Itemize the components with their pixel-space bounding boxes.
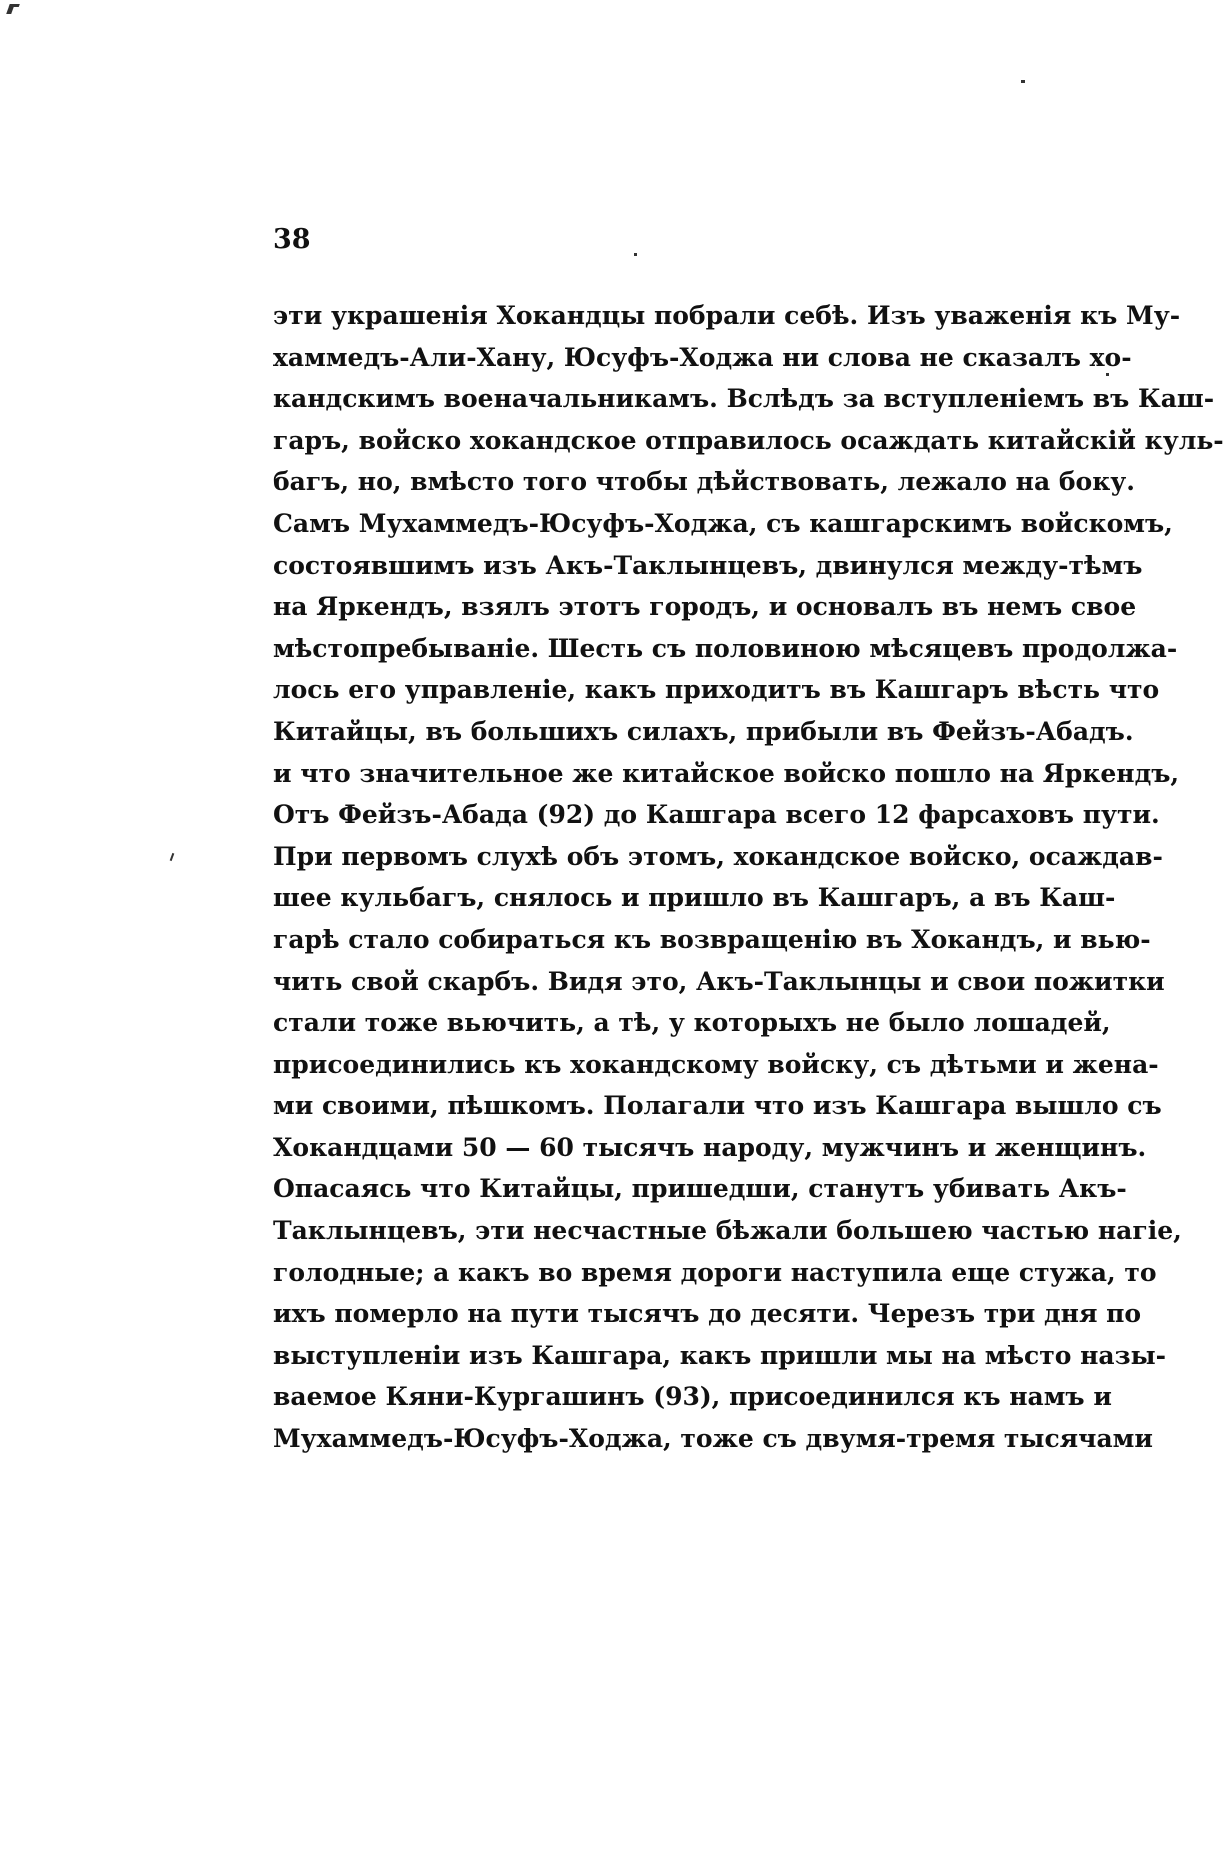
text-line: чить свой скарбъ. Видя это, Акъ-Таклынцы и свои пожитки: [273, 966, 1165, 996]
text-line: гаръ, войско хокандское отправилось осаждать китайскій куль-: [273, 425, 1224, 455]
text-line: Таклынцевъ, эти несчастные бѣжали большею частью нагіе,: [273, 1216, 1182, 1246]
text-line: на Яркендъ, взялъ этотъ городъ, и основалъ въ немъ свое: [273, 592, 1137, 622]
scan-speck: [170, 853, 175, 861]
text-line: Самъ Мухаммедъ-Юсуфъ-Ходжа, съ кашгарскимъ войскомъ,: [273, 508, 1173, 538]
scan-speck: [634, 253, 637, 256]
body-text: [273, 295, 1224, 1460]
scan-speck: [1106, 373, 1109, 376]
scan-speck: [1021, 80, 1025, 83]
text-line: Отъ Фейзъ-Абада (92) до Кашгара всего 12 фарсаховъ пути.: [273, 800, 1160, 830]
text-line: мѣстопребываніе. Шесть съ половиною мѣсяцевъ продолжа-: [273, 633, 1178, 663]
text-line: лось его управленіе, какъ приходитъ въ Кашгаръ вѣсть что: [273, 675, 1160, 705]
text-line: присоединились къ хокандскому войску, съ дѣтьми и жена-: [273, 1049, 1159, 1079]
text-line: Хокандцами 50 — 60 тысячъ народу, мужчинъ и женщинъ.: [273, 1132, 1147, 1162]
text-line: выступленіи изъ Кашгара, какъ пришли мы на мѣсто назы-: [273, 1340, 1167, 1370]
text-line: состоявшимъ изъ Акъ-Таклынцевъ, двинулся между-тѣмъ: [273, 550, 1143, 580]
text-line: ми своими, пѣшкомъ. Полагали что изъ Кашгара вышло съ: [273, 1091, 1162, 1121]
text-line: При первомъ слухѣ объ этомъ, хокандское войско, осаждав-: [273, 841, 1163, 871]
text-line: кандскимъ военачальникамъ. Вслѣдъ за вступленіемъ въ Каш-: [273, 384, 1215, 414]
text-line: багъ, но, вмѣсто того чтобы дѣйствовать, лежало на боку.: [273, 467, 1135, 497]
text-line: ваемое Кяни-Кургашинъ (93), присоединился къ намъ и: [273, 1382, 1112, 1412]
text-line: ихъ померло на пути тысячъ до десяти. Черезъ три дня по: [273, 1299, 1142, 1329]
corner-scan-mark: [6, 4, 15, 14]
text-line: эти украшенія Хокандцы побрали себѣ. Изъ уваженія къ Му-: [273, 301, 1181, 330]
text-line: и что значительное же китайское войско пошло на Яркендъ,: [273, 758, 1180, 788]
text-line: гарѣ стало собираться къ возвращенію въ Хокандъ, и вью-: [273, 924, 1151, 954]
text-line: Мухаммедъ-Юсуфъ-Ходжа, тоже съ двумя-тремя тысячами: [273, 1424, 1153, 1454]
text-line: хаммедъ-Али-Хану, Юсуфъ-Ходжа ни слова не сказалъ хо-: [273, 342, 1132, 372]
text-line: голодные; а какъ во время дороги наступила еще стужа, то: [273, 1257, 1157, 1287]
text-line: Китайцы, въ большихъ силахъ, прибыли въ Фейзъ-Абадъ.: [273, 716, 1134, 746]
text-line: шее кульбагъ, снялось и пришло въ Кашгаръ, а въ Каш-: [273, 883, 1116, 913]
text-line: стали тоже вьючить, а тѣ, у которыхъ не было лошадей,: [273, 1008, 1111, 1038]
text-line: Опасаясь что Китайцы, пришедши, станутъ убивать Акъ-: [273, 1174, 1127, 1204]
page-number: 38: [273, 224, 311, 255]
